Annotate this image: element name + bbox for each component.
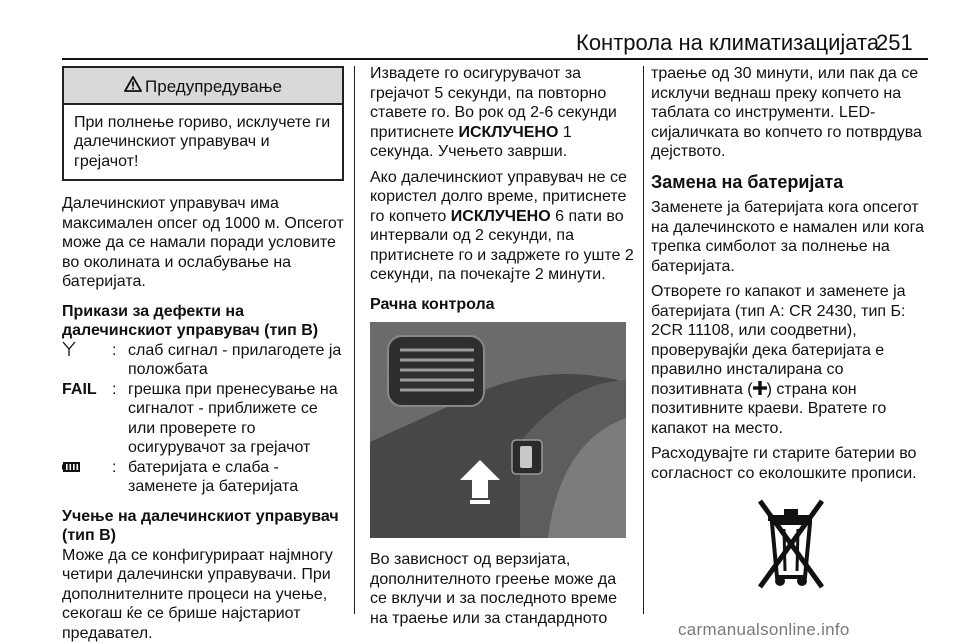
def-row-battery: : батеријата е слаба - заменете ја батеријата [62, 458, 344, 497]
learning-heading: Учење на далечинскиот управувач (тип B) [62, 507, 344, 546]
manual-control-heading: Рачна контрола [370, 295, 634, 315]
column-divider-2 [643, 66, 644, 614]
column-1 [62, 66, 344, 643]
def-row-fail: FAIL : грешка при пренесување на сигналот - приближете се или проверете го осигурувачот за грејачот [62, 380, 344, 458]
warning-header [64, 68, 342, 105]
unused-paragraph: Ако далечинскиот управувач не се користел долго време, притиснете го копчето ИСКЛУЧЕНО 6 пати во интервали од 2 секунди, па притиснете го и задржете го уште 2 секунди, па почекајте 2 минути. [370, 168, 634, 285]
def-desc: грешка при пренесување на сигналот - приближете се или проверете го осигурувачот за грејачот [128, 380, 344, 458]
antenna-signal-icon [62, 341, 112, 380]
column-2 [370, 64, 634, 628]
dashboard-illustration [370, 322, 626, 538]
plus-symbol-icon [753, 381, 767, 398]
fuse-paragraph: Извадете го осигурувачот за грејачот 5 секунди, па повторно ставете го. Во рок од 2-6 секунди притиснете ИСКЛУЧЕНО 1 секунда. Учењето заврши. [370, 64, 634, 162]
warning-box [62, 66, 344, 181]
battery-replacement-heading: Замена на батеријата [651, 173, 931, 193]
header-rule [62, 58, 928, 60]
range-paragraph: Далечинскиот управувач има максимален опсег од 1000 м. Опсегот може да се намали поради условите во околината и ослабување на батеријата. [62, 194, 344, 292]
column-divider-1 [354, 66, 355, 614]
learning-paragraph: Може да се конфигурираат најмногу четири далечински управувачи. При дополнителните процеси на учење, секогаш ќе се брише најстариот предавател. [62, 546, 344, 643]
def-row-signal: : слаб сигнал - прилагодете ја положбата [62, 341, 344, 380]
version-paragraph: Во зависност од верзијата, дополнителното греење може да се вклучи и за последното време на траење или за стандардното [370, 550, 634, 628]
battery-icon [62, 458, 112, 497]
replace-when-paragraph: Заменете ја батеријата кога опсегот на далечинското е намален или кога трепка симболот за полнење на батеријата. [651, 198, 931, 276]
crossed-bin-icon [754, 493, 828, 589]
warning-title: Предупредување [145, 77, 282, 96]
duration-paragraph: траење од 30 минути, или пак да се исклучи веднаш преку копчето на таблата со инструменти. LED-сијаличката во копчето го потврдува дејството. [651, 64, 931, 162]
def-desc: батеријата е слаба - заменете ја батеријата [128, 458, 344, 497]
watermark: carmanualsonline.info [678, 620, 850, 640]
off-button-label: ИСКЛУЧЕНО [458, 124, 558, 141]
disposal-paragraph: Расходувајте ги старите батерии во согласност со еколошките прописи. [651, 444, 931, 483]
def-desc: слаб сигнал - прилагодете ја положбата [128, 341, 344, 380]
defects-list [62, 341, 344, 497]
column-3 [651, 64, 931, 589]
warning-text: При полнење гориво, исклучете ги далечинскиот управувач и грејачот! [64, 105, 342, 180]
page-header-title: Контрола на климатизацијата [576, 30, 879, 56]
off-button-label: ИСКЛУЧЕНО [451, 208, 551, 225]
replace-steps-paragraph: Отворете го капакот и заменете ја батеријата (тип A: CR 2430, тип Б: 2CR 11108, или соодветни), проверувајќи дека батеријата е правилно инсталирана со позитивната ( ) страна кон позитивните краеви. Вратете го капакот на место. [651, 282, 931, 438]
defects-heading: Прикази за дефекти на далечинскиот управувач (тип B) [62, 302, 344, 341]
def-term-fail: FAIL [62, 380, 112, 458]
page-number: 251 [876, 30, 913, 56]
warning-triangle-icon [124, 76, 142, 97]
